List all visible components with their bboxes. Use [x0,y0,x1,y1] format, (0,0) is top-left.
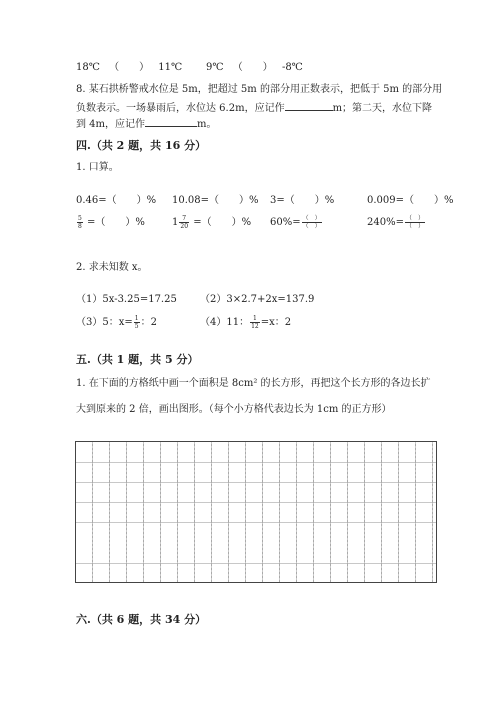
q1-r2c3-text: 60%= [270,217,301,228]
compare-a-blank[interactable]: （ ） [109,62,150,73]
fraction-blank: $\frac{( )}{( )}$ [302,215,321,230]
q8-line2 [76,100,432,115]
q1-r1c1[interactable]: 0.46=（ ）% [76,195,157,206]
q1-r1c4[interactable]: 0.009=（ ）% [367,195,454,206]
compare-a-left: 18℃ [76,62,100,73]
q2-eq3 [76,314,157,332]
q8-line3-text: 到 4m，应记作 [76,119,146,130]
q2-eq3-pre: （3）5：x= [76,317,133,328]
fraction-1-5: $\frac{1}{5}$ [134,315,139,330]
fraction-blank: $\frac{( )}{( )}$ [405,215,424,230]
q2-eq2: （2）3×2.7+2x=137.9 [200,294,315,305]
q2-eq4 [200,314,291,332]
q1-r2c2[interactable] [172,214,251,232]
grid-paper[interactable] [75,441,437,583]
compare-b-right: -8℃ [281,62,303,73]
q2-title: 2. 求未知数 x。 [76,262,148,273]
section6-title: 六.（共 6 题，共 34 分） [76,613,207,626]
grid-dash-overlay [76,442,436,582]
fraction-1-12: $\frac{1}{12}$ [251,315,259,330]
q8-line2-tail: m；第二天，水位下降 [332,103,433,114]
q8-answer-blank-1[interactable] [285,100,333,111]
q8-line1: 8. 某石拱桥警戒水位是 5m，把超过 5m 的部分用正数表示，把低于 5m 的部分用 [76,84,443,95]
q8-line2-text: 负数表示。一场暴雨后，水位达 6.2m，应记作 [76,103,285,114]
q8-line3 [76,116,217,131]
q2-eq3-post: ：2 [140,317,157,328]
q1-r2c4[interactable] [367,214,426,232]
q8-answer-blank-2[interactable] [145,116,197,127]
compare-a-right: 11℃ [158,62,183,73]
q1-r2c4-text: 240%= [367,217,404,228]
q1-r2c2-text: =（ ）% [190,217,252,228]
q2-eq4-pre: （4）11： [200,317,250,328]
q8-line3-tail: m。 [197,119,217,130]
q5-line2: 大到原来的 2 倍，画出图形。（每个小方格代表边长为 1cm 的正方形） [76,404,392,415]
compare-a [76,62,182,74]
q2-eq1: （1）5x-3.25=17.25 [76,294,177,305]
q1-r1c3[interactable]: 3=（ ）% [270,195,335,206]
mixed-whole: 1 [172,217,179,228]
compare-b-blank[interactable]: （ ） [232,62,273,73]
q1-r2c1[interactable] [76,214,145,232]
q1-r1c2[interactable]: 10.08=（ ）% [172,195,259,206]
fraction-5-8: $\frac{5}{8}$ [78,215,82,230]
compare-b-left: 9℃ [206,62,224,73]
section5-title: 五.（共 1 题，共 5 分） [76,353,199,366]
fraction-7-20: $\frac{7}{20}$ [180,215,189,230]
q1-r2c1-text: =（ ）% [83,217,145,228]
q1-r2c3[interactable] [270,214,323,232]
q1-title: 1. 口算。 [76,162,119,173]
section4-title: 四.（共 2 题，共 16 分） [76,139,207,152]
q5-line1: 1. 在下面的方格纸中画一个面积是 8cm² 的长方形，再把这个长方形的各边长扩 [76,378,431,389]
q2-eq4-post: =x：2 [260,317,292,328]
compare-b [206,62,303,74]
